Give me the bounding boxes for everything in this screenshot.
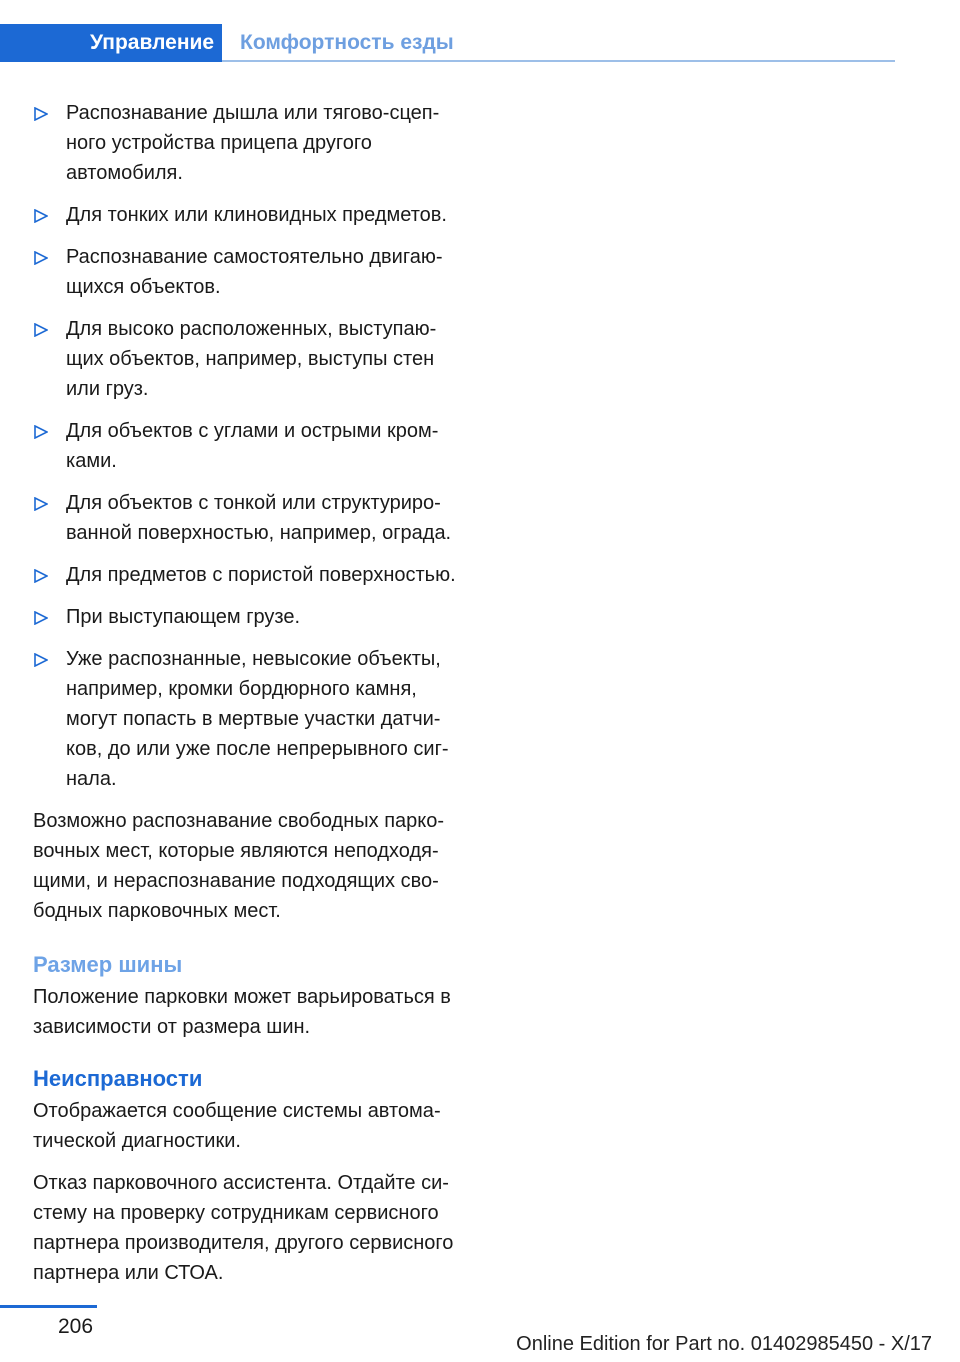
bullet-triangle-icon [34, 611, 48, 625]
list-item-text: Для предметов с пористой поверхностью. [66, 564, 456, 586]
list-item-text: Распознавание самостоятельно двигающихся объектов. [66, 246, 443, 298]
bullet-triangle-icon [34, 209, 48, 223]
header-divider [222, 60, 895, 62]
bullet-triangle-icon [34, 497, 48, 511]
bullet-triangle-icon [34, 251, 48, 265]
bullet-list [33, 98, 458, 794]
bullet-triangle-icon [34, 653, 48, 667]
main-content [33, 98, 458, 1300]
tire-size-text: Положение парковки может варьироваться в зависимости от размера шин. [33, 986, 451, 1038]
list-item-text: Распознавание дышла или тягово-сцепного устройства прицепа другого автомобиля. [66, 102, 440, 184]
bullet-triangle-icon [34, 425, 48, 439]
page-number: 206 [58, 1315, 94, 1338]
list-item [33, 602, 458, 632]
tire-size-heading: Размер шины [33, 952, 183, 977]
header-tab-active: Управление [0, 24, 222, 62]
bullet-triangle-icon [34, 323, 48, 337]
footer-divider [0, 1305, 97, 1308]
list-item-text: Для тонких или клиновидных предметов. [66, 204, 447, 226]
edition-footer: Online Edition for Part no. 01402985450 - X/17 [516, 1333, 932, 1355]
faults-text-1: Отображается сообщение системы автоматической диагностики. [33, 1100, 441, 1152]
list-item [33, 98, 458, 188]
faults-text-2: Отказ парковочного ассистента. Отдайте систему на проверку сотрудникам сервисного партнера производителя, другого сервисного партнера или СТОА. [33, 1172, 454, 1284]
list-item [33, 560, 458, 590]
list-item [33, 200, 458, 230]
bullet-triangle-icon [34, 569, 48, 583]
list-item-text: Для объектов с углами и острыми кромками. [66, 420, 439, 472]
list-item-text: Уже распознанные, невысокие объекты, например, кромки бордюрного камня, могут попасть в мертвые участки датчиков, до или уже после непрерывного сигнала. [66, 648, 449, 790]
header-tab-inactive: Комфортность езды [240, 31, 454, 54]
list-item [33, 644, 458, 794]
faults-heading: Неисправности [33, 1066, 203, 1091]
list-item-text: Для высоко расположенных, выступающих объектов, например, выступы стен или груз. [66, 318, 437, 400]
list-item [33, 416, 458, 476]
list-item [33, 242, 458, 302]
list-item-text: Для объектов с тонкой или структурированной поверхностью, например, ограда. [66, 492, 452, 544]
list-item-text: При выступающем грузе. [66, 606, 301, 628]
list-item [33, 314, 458, 404]
parking-paragraph: Возможно распознавание свободных парковочных мест, которые являются неподходящими, и нераспознавание подходящих свободных парковочных мест. [33, 810, 445, 922]
bullet-triangle-icon [34, 107, 48, 121]
list-item [33, 488, 458, 548]
